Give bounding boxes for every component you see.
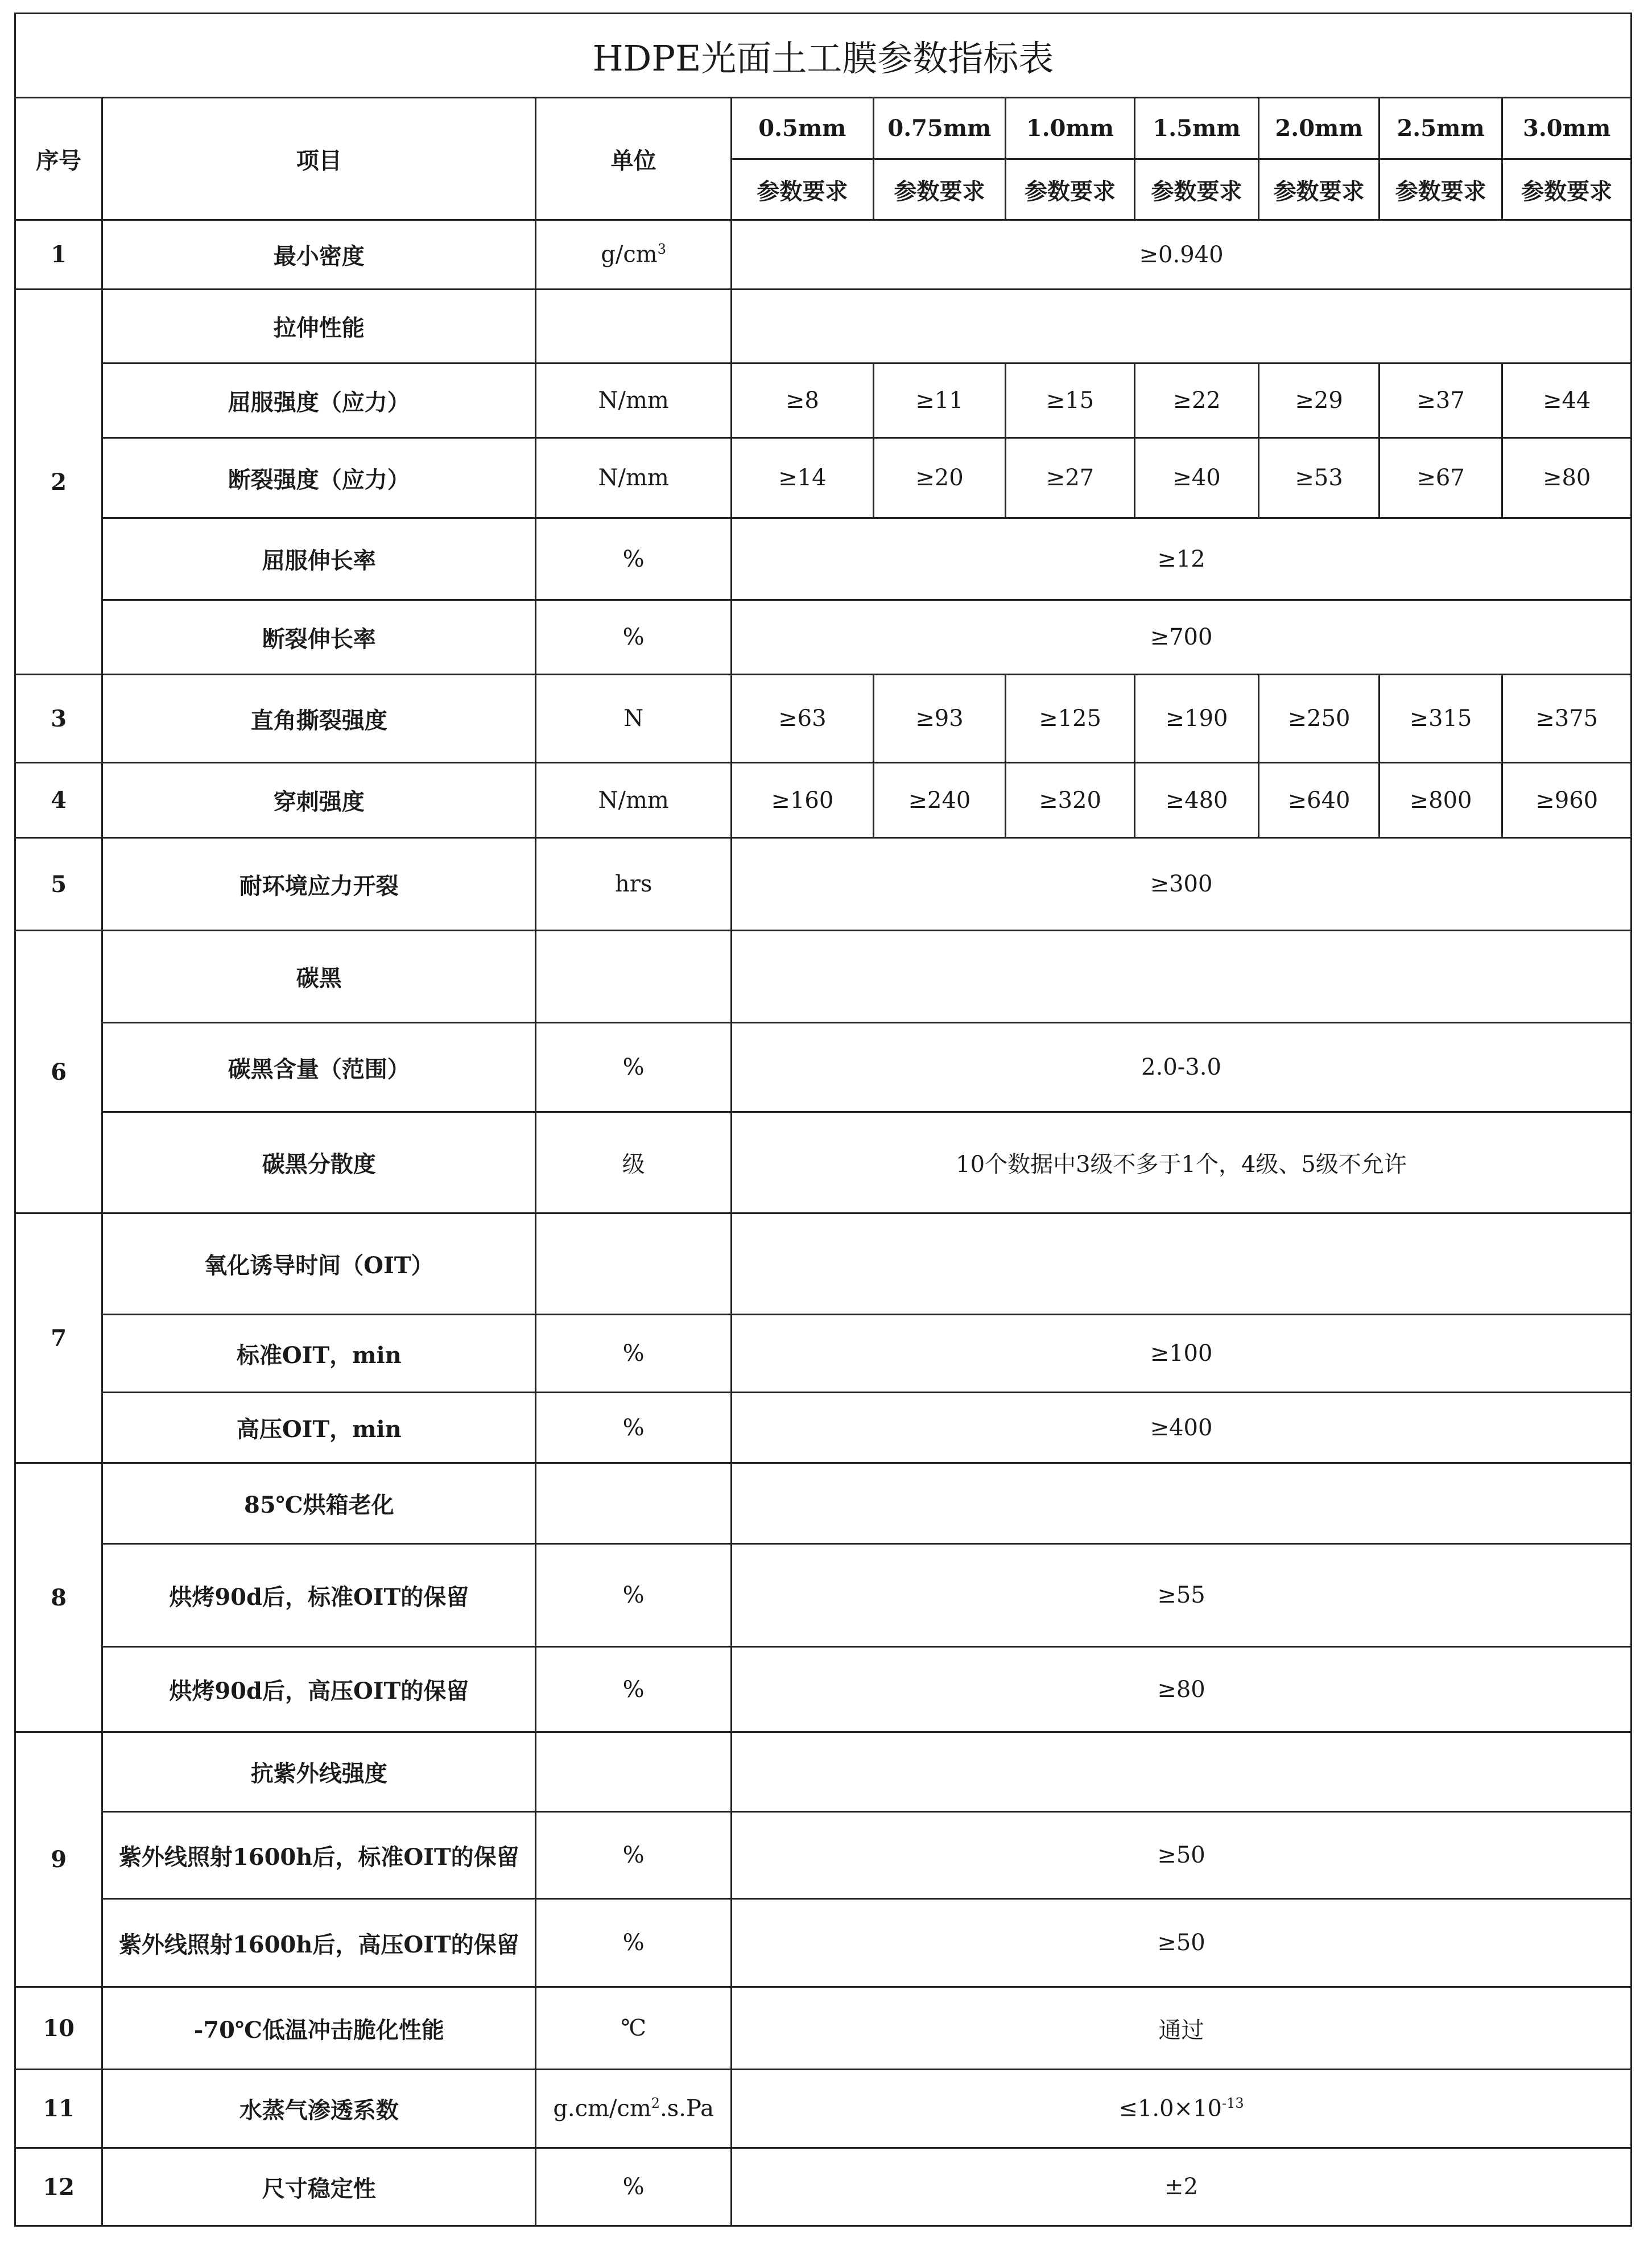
value-cell: ≥40 xyxy=(1134,438,1259,518)
table-title: HDPE光面土工膜参数指标表 xyxy=(15,14,1632,98)
item-water-vapor-permeability: 水蒸气渗透系数 xyxy=(102,2070,536,2148)
empty-cell xyxy=(536,931,732,1023)
value-cell: ≥53 xyxy=(1259,438,1380,518)
value-cell: 通过 xyxy=(732,1987,1632,2070)
row-index: 8 xyxy=(15,1463,102,1732)
item-uv-standard-oit-retention: 紫外线照射1600h后，标准OIT的保留 xyxy=(102,1812,536,1899)
value-cell: ≥480 xyxy=(1134,763,1259,838)
unit-superscript: 2 xyxy=(651,2095,660,2112)
value-cell: ≥50 xyxy=(732,1812,1632,1899)
value-cell: ≥63 xyxy=(732,675,874,763)
empty-cell xyxy=(732,931,1632,1023)
value-cell: ≥190 xyxy=(1134,675,1259,763)
item-yield-strength: 屈服强度（应力） xyxy=(102,364,536,438)
value-cell: ≥125 xyxy=(1006,675,1135,763)
item-break-elongation: 断裂伸长率 xyxy=(102,600,536,675)
empty-cell xyxy=(536,1463,732,1544)
row-index: 12 xyxy=(15,2148,102,2226)
header-thickness-0-75: 0.75mm xyxy=(873,98,1006,159)
item-min-density: 最小密度 xyxy=(102,220,536,290)
value-cell: ≥960 xyxy=(1502,763,1632,838)
empty-cell xyxy=(732,1463,1632,1544)
item-right-angle-tear: 直角撕裂强度 xyxy=(102,675,536,763)
value-cell: ≥27 xyxy=(1006,438,1135,518)
unit-cell: % xyxy=(536,1899,732,1987)
value-cell: ≥20 xyxy=(873,438,1006,518)
header-thickness-0-5: 0.5mm xyxy=(732,98,874,159)
unit-cell: % xyxy=(536,1023,732,1112)
unit-cell: % xyxy=(536,1544,732,1647)
unit-cell xyxy=(536,2070,732,2148)
group-tensile: 拉伸性能 xyxy=(102,290,536,364)
value-cell: ≥800 xyxy=(1379,763,1502,838)
unit-cell: % xyxy=(536,600,732,675)
value-cell: ≥80 xyxy=(1502,438,1632,518)
row-index: 6 xyxy=(15,931,102,1213)
header-index: 序号 xyxy=(15,98,102,220)
value-cell: ≥93 xyxy=(873,675,1006,763)
item-dimensional-stability: 尺寸稳定性 xyxy=(102,2148,536,2226)
spec-table xyxy=(14,13,1632,2227)
unit-cell: % xyxy=(536,1812,732,1899)
value-cell: ≥250 xyxy=(1259,675,1380,763)
value-cell: ≥320 xyxy=(1006,763,1135,838)
unit-text-tail: .s.Pa xyxy=(660,2095,714,2122)
value-cell: ≥8 xyxy=(732,364,874,438)
empty-cell xyxy=(536,290,732,364)
row-index: 7 xyxy=(15,1213,102,1463)
unit-cell: N/mm xyxy=(536,364,732,438)
value-cell: ≥14 xyxy=(732,438,874,518)
value-text: ≤1.0×10 xyxy=(1118,2095,1222,2122)
group-uv-resistance: 抗紫外线强度 xyxy=(102,1732,536,1812)
row-index: 4 xyxy=(15,763,102,838)
value-cell: ≥12 xyxy=(732,518,1632,600)
value-cell: ≥22 xyxy=(1134,364,1259,438)
value-cell: ≥240 xyxy=(873,763,1006,838)
item-break-strength: 断裂强度（应力） xyxy=(102,438,536,518)
row-index: 11 xyxy=(15,2070,102,2148)
value-cell: ≥375 xyxy=(1502,675,1632,763)
unit-cell: % xyxy=(536,1315,732,1393)
group-carbon-black: 碳黑 xyxy=(102,931,536,1023)
group-oit: 氧化诱导时间（OIT） xyxy=(102,1213,536,1315)
value-cell: 2.0-3.0 xyxy=(732,1023,1632,1112)
item-stress-crack-resistance: 耐环境应力开裂 xyxy=(102,838,536,931)
unit-text: g/cm xyxy=(601,241,658,268)
empty-cell xyxy=(536,1732,732,1812)
unit-cell: % xyxy=(536,1647,732,1732)
value-cell: ≥11 xyxy=(873,364,1006,438)
unit-cell: N/mm xyxy=(536,438,732,518)
row-index: 10 xyxy=(15,1987,102,2070)
value-cell: ≥0.940 xyxy=(732,220,1632,290)
value-cell: ≥640 xyxy=(1259,763,1380,838)
item-standard-oit: 标准OIT，min xyxy=(102,1315,536,1393)
item-carbon-black-dispersion: 碳黑分散度 xyxy=(102,1112,536,1213)
header-param-req: 参数要求 xyxy=(1006,159,1135,220)
value-cell: ≥50 xyxy=(732,1899,1632,1987)
row-index: 3 xyxy=(15,675,102,763)
value-cell: ≥315 xyxy=(1379,675,1502,763)
item-puncture-strength: 穿刺强度 xyxy=(102,763,536,838)
value-cell: ≥300 xyxy=(732,838,1632,931)
row-index: 9 xyxy=(15,1732,102,1987)
unit-cell xyxy=(536,220,732,290)
item-oven-high-pressure-oit-retention: 烘烤90d后，高压OIT的保留 xyxy=(102,1647,536,1732)
value-cell: ≥15 xyxy=(1006,364,1135,438)
header-param-req: 参数要求 xyxy=(1502,159,1632,220)
value-cell: ≥160 xyxy=(732,763,874,838)
item-low-temp-brittleness: -70℃低温冲击脆化性能 xyxy=(102,1987,536,2070)
empty-cell xyxy=(536,1213,732,1315)
value-cell: ≥100 xyxy=(732,1315,1632,1393)
header-unit: 单位 xyxy=(536,98,732,220)
unit-cell: % xyxy=(536,518,732,600)
unit-cell: hrs xyxy=(536,838,732,931)
value-cell: ≥80 xyxy=(732,1647,1632,1732)
empty-cell xyxy=(732,290,1632,364)
empty-cell xyxy=(732,1732,1632,1812)
header-param-req: 参数要求 xyxy=(1134,159,1259,220)
unit-cell: N/mm xyxy=(536,763,732,838)
header-thickness-1-5: 1.5mm xyxy=(1134,98,1259,159)
header-param-req: 参数要求 xyxy=(873,159,1006,220)
unit-text: g.cm/cm xyxy=(553,2095,651,2122)
empty-cell xyxy=(732,1213,1632,1315)
value-cell: ±2 xyxy=(732,2148,1632,2226)
unit-cell: % xyxy=(536,2148,732,2226)
header-param-req: 参数要求 xyxy=(732,159,874,220)
value-cell: ≥55 xyxy=(732,1544,1632,1647)
header-param-req: 参数要求 xyxy=(1379,159,1502,220)
item-uv-high-pressure-oit-retention: 紫外线照射1600h后，高压OIT的保留 xyxy=(102,1899,536,1987)
value-cell: ≥700 xyxy=(732,600,1632,675)
row-index: 1 xyxy=(15,220,102,290)
unit-cell: 级 xyxy=(536,1112,732,1213)
value-cell xyxy=(732,2070,1632,2148)
item-yield-elongation: 屈服伸长率 xyxy=(102,518,536,600)
item-high-pressure-oit: 高压OIT，min xyxy=(102,1393,536,1463)
row-index: 2 xyxy=(15,290,102,675)
unit-cell: ℃ xyxy=(536,1987,732,2070)
header-thickness-3-0: 3.0mm xyxy=(1502,98,1632,159)
item-oven-standard-oit-retention: 烘烤90d后，标准OIT的保留 xyxy=(102,1544,536,1647)
header-item: 项目 xyxy=(102,98,536,220)
spec-table-container xyxy=(14,13,1632,2227)
value-cell: ≥29 xyxy=(1259,364,1380,438)
item-carbon-black-content: 碳黑含量（范围） xyxy=(102,1023,536,1112)
value-cell: ≥400 xyxy=(732,1393,1632,1463)
value-cell: 10个数据中3级不多于1个，4级、5级不允许 xyxy=(732,1112,1632,1213)
header-thickness-1-0: 1.0mm xyxy=(1006,98,1135,159)
unit-cell: N xyxy=(536,675,732,763)
value-cell: ≥37 xyxy=(1379,364,1502,438)
header-thickness-2-5: 2.5mm xyxy=(1379,98,1502,159)
group-oven-aging: 85℃烘箱老化 xyxy=(102,1463,536,1544)
unit-cell: % xyxy=(536,1393,732,1463)
header-param-req: 参数要求 xyxy=(1259,159,1380,220)
unit-superscript: 3 xyxy=(657,241,666,258)
row-index: 5 xyxy=(15,838,102,931)
value-cell: ≥67 xyxy=(1379,438,1502,518)
header-thickness-2-0: 2.0mm xyxy=(1259,98,1380,159)
value-cell: ≥44 xyxy=(1502,364,1632,438)
value-exponent: -13 xyxy=(1221,2095,1244,2112)
